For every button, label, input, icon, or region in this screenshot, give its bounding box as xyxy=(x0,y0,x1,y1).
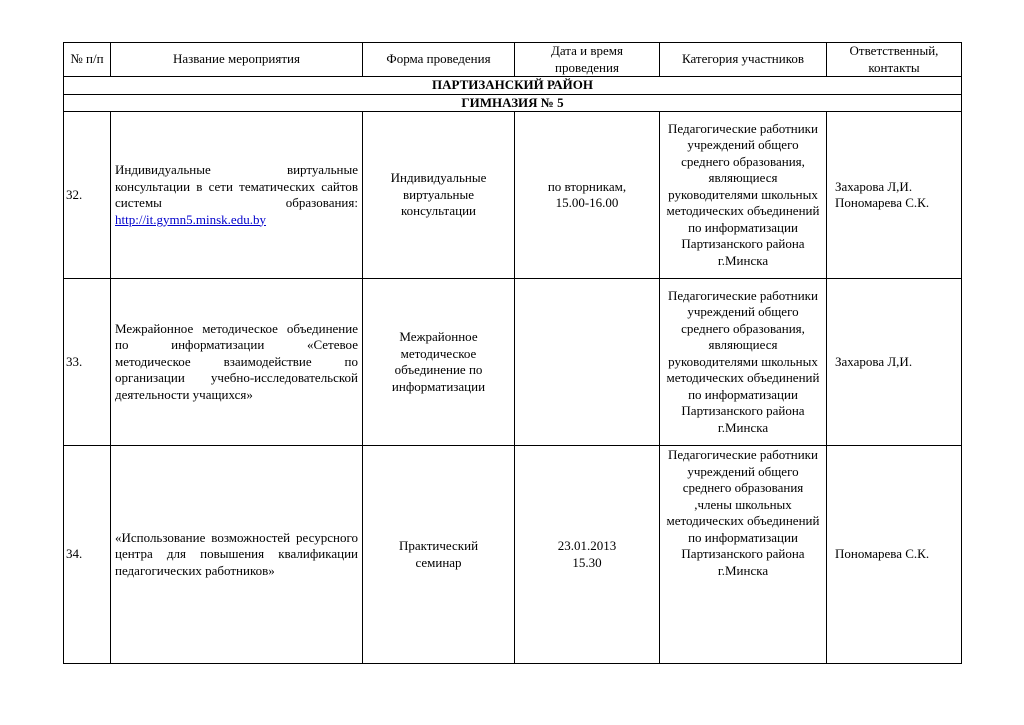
responsible-person: Захарова Л,И. xyxy=(835,353,913,369)
row-number: 33. xyxy=(64,279,111,446)
events-table xyxy=(63,42,962,664)
event-name: Межрайонное методическое объединение по информатизации «Сетевое методическое взаимодействие по организации учебно-исследовательской деятельности учащихся» xyxy=(111,279,363,446)
event-date: по вторникам, 15.00-16.00 xyxy=(515,112,660,279)
event-date xyxy=(515,279,660,446)
row-number: 32. xyxy=(64,112,111,279)
event-responsible xyxy=(827,446,962,664)
event-name: «Использование возможностей ресурсного центра для повышения квалификации педагогических работников» xyxy=(111,446,363,664)
event-category: Педагогические работники учреждений общего среднего образования ,члены школьных методических объединений по информатизации Партизанского района г.Минска xyxy=(660,446,827,664)
event-form: Межрайонное методическое объединение по информатизации xyxy=(363,279,515,446)
header-name: Название мероприятия xyxy=(111,43,363,77)
row-number: 34. xyxy=(64,446,111,664)
event-responsible xyxy=(827,112,962,279)
header-responsible: Ответственный, контакты xyxy=(827,43,962,77)
event-name xyxy=(111,112,363,279)
event-name-text: Индивидуальные виртуальные консультации в сети тематических сайтов системы образования: xyxy=(115,162,358,210)
responsible-person: Пономарева С.К. xyxy=(835,195,930,210)
event-category: Педагогические работники учреждений общего среднего образования, являющиеся руководителями школьных методических объединений по информатизации Партизанского района г.Минска xyxy=(660,112,827,279)
header-form: Форма проведения xyxy=(363,43,515,77)
event-form: Индивидуальные виртуальные консультации xyxy=(363,112,515,279)
event-form: Практический семинар xyxy=(363,446,515,664)
event-date-time: 15.30 xyxy=(572,554,602,570)
district-row xyxy=(64,77,962,95)
header-date: Дата и время проведения xyxy=(515,43,660,77)
table-row xyxy=(64,279,962,446)
event-date-day: 23.01.2013 xyxy=(557,538,617,553)
school-row xyxy=(64,94,962,112)
event-responsible xyxy=(827,279,962,446)
event-link[interactable]: http://it.gymn5.minsk.edu.by xyxy=(115,211,266,227)
responsible-person: Пономарева С.К. xyxy=(835,546,930,562)
school-title: ГИМНАЗИЯ № 5 xyxy=(64,94,962,112)
event-category: Педагогические работники учреждений общего среднего образования, являющиеся руководителями школьных методических объединений по информатизации Партизанского района г.Минска xyxy=(660,279,827,446)
event-date xyxy=(515,446,660,664)
document-page xyxy=(63,42,961,664)
header-num: № п/п xyxy=(64,43,111,77)
district-title: ПАРТИЗАНСКИЙ РАЙОН xyxy=(64,77,962,95)
table-row xyxy=(64,446,962,664)
table-row xyxy=(64,112,962,279)
header-row xyxy=(64,43,962,77)
header-category: Категория участников xyxy=(660,43,827,77)
responsible-person: Захарова Л,И. xyxy=(835,178,913,194)
